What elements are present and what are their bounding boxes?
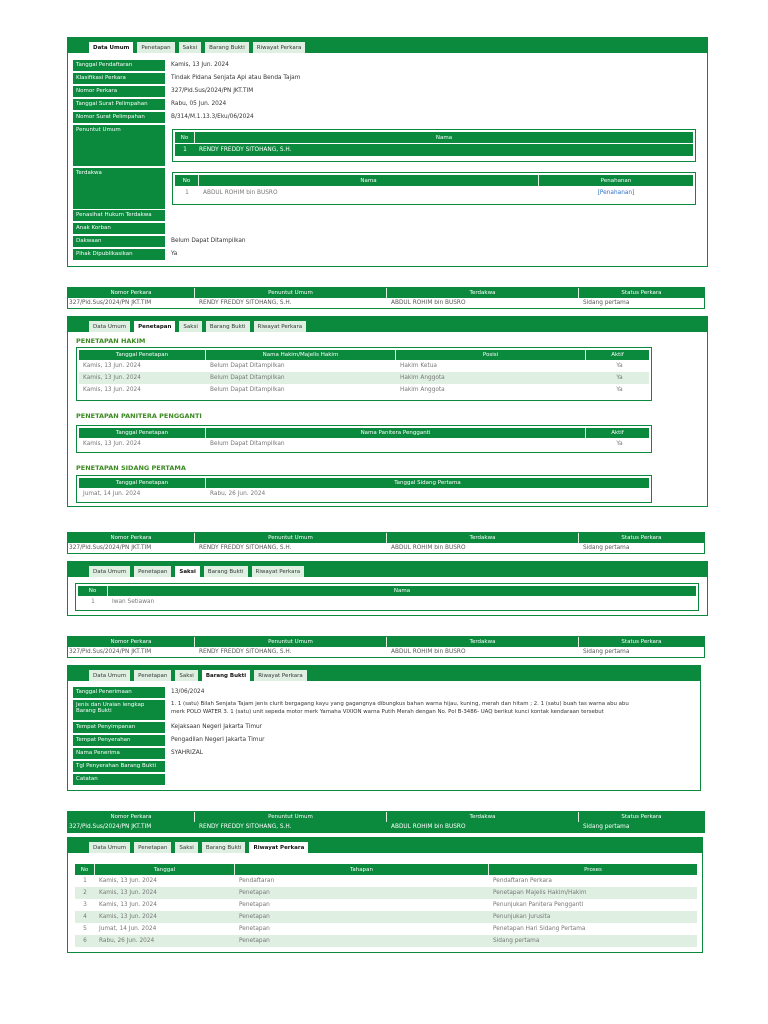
tab-barang-bukti[interactable]: Barang Bukti bbox=[201, 669, 251, 681]
hakim-table: Tanggal Penetapan Nama Hakim/Majelis Hakim Posisi Aktif Kamis, 13 Jun. 2024 Belum Dapat Ditampilkan Hakim Ketua Ya Kamis, 13 Jun. 2024 Belum Dapat Ditampilkan Hakim Anggota Ya Kamis, 13 Jun. 2024 Belum Dapat Ditampilkan Hakim Anggota Ya bbox=[76, 347, 652, 401]
table-row: 327/Pid.Sus/2024/PN JKT.TIM RENDY FREDDY SITOHANG, S.H. ABDUL ROHIM bin BUSRO Sidang pertama bbox=[69, 649, 630, 655]
section-title: PENETAPAN PANITERA PENGGANTI bbox=[76, 412, 202, 420]
table-row: 6 Rabu, 26 Jun. 2024 Penetapan Sidang pertama bbox=[75, 935, 697, 947]
field-value: Pengadilan Negeri Jakarta Timur bbox=[171, 737, 265, 743]
field-value: 1. 1 (satu) Bilah Senjata Tajam jenis clurit bergagang kayu yang gagangnya dibungkus bahan warna hijau, kuning, merah dan hitam ; 2. 1 (satu) buah tas warna abu abu bbox=[171, 701, 629, 707]
field-value: Kejaksaan Negeri Jakarta Timur bbox=[171, 724, 263, 730]
tab-riwayat-perkara[interactable]: Riwayat Perkara bbox=[251, 565, 306, 577]
riwayat-perkara-panel bbox=[67, 837, 703, 953]
tab-data-umum[interactable]: Data Umum bbox=[88, 669, 131, 681]
tab-barang-bukti[interactable]: Barang Bukti bbox=[201, 841, 247, 853]
table-row: 327/Pid.Sus/2024/PN JKT.TIM RENDY FREDDY SITOHANG, S.H. ABDUL ROHIM bin BUSRO Sidang pertama bbox=[69, 300, 630, 306]
tab-saksi[interactable]: Saksi bbox=[174, 565, 201, 577]
field-label: Nomor Perkara bbox=[73, 86, 165, 97]
col-header: Nama bbox=[435, 134, 453, 141]
field-value: Rabu, 05 Jun. 2024 bbox=[171, 101, 227, 107]
saksi-table: No Nama 1 Iwan Setiawan bbox=[75, 583, 699, 611]
section-title: PENETAPAN SIDANG PERTAMA bbox=[76, 464, 186, 472]
table-row: 1 RENDY FREDDY SITOHANG, S.H. bbox=[175, 144, 693, 156]
field-label: Catatan bbox=[73, 774, 165, 785]
penetapan-panel bbox=[67, 316, 708, 507]
case-summary-table: Nomor Perkara Penuntut Umum Terdakwa Status Perkara 327/Pid.Sus/2024/PN JKT.TIM RENDY FREDDY SITOHANG, S.H. ABDUL ROHIM bin BUSRO Sidang pertama bbox=[67, 532, 705, 554]
tab-barang-bukti[interactable]: Barang Bukti bbox=[205, 320, 251, 332]
field-value: 327/Pid.Sus/2024/PN JKT.TIM bbox=[171, 88, 254, 94]
col-header: Nama bbox=[199, 175, 539, 186]
col-header: Penahanan bbox=[600, 177, 632, 184]
tab-riwayat-perkara[interactable]: Riwayat Perkara bbox=[253, 320, 308, 332]
penuntut-table bbox=[172, 129, 696, 162]
field-value: B/314/M.1.13.3/Eku/06/2024 bbox=[171, 114, 254, 120]
tab-riwayat-perkara[interactable]: Riwayat Perkara bbox=[253, 669, 308, 681]
field-value: merk POLO WATER 3. 1 (satu) unit sepeda motor merk Yamaha VIXION warna Putih Merah dengan No. Pol B-3486- UAQ berikut kunci kontak kendaraan tersebut bbox=[171, 709, 604, 715]
tab-saksi[interactable]: Saksi bbox=[178, 41, 202, 53]
col-header: No bbox=[175, 132, 195, 143]
case-summary-table: Nomor Perkara Penuntut Umum Terdakwa Status Perkara 327/Pid.Sus/2024/PN JKT.TIM RENDY FREDDY SITOHANG, S.H. ABDUL ROHIM bin BUSRO Sidang pertama bbox=[67, 287, 705, 309]
sidang-table: Tanggal Penetapan Tanggal Sidang Pertama Jumat, 14 Jun. 2024 Rabu, 26 Jun. 2024 bbox=[76, 475, 652, 503]
table-row: Kamis, 13 Jun. 2024 Belum Dapat Ditampilkan Hakim Ketua Ya bbox=[83, 363, 623, 369]
case-summary-table: Nomor Perkara Penuntut Umum Terdakwa Status Perkara 327/Pid.Sus/2024/PN JKT.TIM RENDY FREDDY SITOHANG, S.H. ABDUL ROHIM bin BUSRO Sidang pertama bbox=[67, 811, 705, 833]
table-row: 1 ABDUL ROHIM bin BUSRO [Penahanan] bbox=[175, 186, 693, 200]
tab-data-umum[interactable]: Data Umum bbox=[88, 320, 131, 332]
table-row: 327/Pid.Sus/2024/PN JKT.TIM RENDY FREDDY SITOHANG, S.H. ABDUL ROHIM bin BUSRO Sidang pertama bbox=[69, 545, 630, 551]
table-row: 2 Kamis, 13 Jun. 2024 Penetapan Penetapan Majelis Hakim/Hakim bbox=[75, 887, 697, 899]
field-label: Penuntut Umum bbox=[73, 125, 165, 166]
table-row: Kamis, 13 Jun. 2024 Belum Dapat Ditampilkan Hakim Anggota Ya bbox=[79, 372, 649, 384]
field-label: Klasifikasi Perkara bbox=[73, 73, 165, 84]
field-label: Tempat Penyimpanan bbox=[73, 722, 165, 733]
field-value: 13/06/2024 bbox=[171, 689, 205, 695]
tab-penetapan[interactable]: Penetapan bbox=[136, 41, 175, 53]
field-label: Anak Korban bbox=[73, 223, 165, 234]
penahanan-link[interactable]: [Penahanan] bbox=[597, 190, 635, 196]
tab-riwayat-perkara[interactable]: Riwayat Perkara bbox=[252, 41, 307, 53]
field-label: Penasihat Hukum Terdakwa bbox=[73, 210, 165, 221]
tab-bar bbox=[68, 38, 707, 53]
tab-penetapan[interactable]: Penetapan bbox=[133, 320, 176, 332]
data-umum-panel bbox=[67, 37, 708, 267]
terdakwa-table bbox=[172, 172, 696, 205]
field-label: Pihak Dipublikasikan bbox=[73, 249, 165, 260]
panitera-table: Tanggal Penetapan Nama Panitera Pengganti Aktif Kamis, 13 Jun. 2024 Belum Dapat Ditampilkan Ya bbox=[76, 425, 652, 453]
field-label: Tanggal Surat Pelimpahan bbox=[73, 99, 165, 110]
field-label: Terdakwa bbox=[73, 168, 165, 209]
saksi-panel bbox=[67, 561, 708, 616]
table-row: Kamis, 13 Jun. 2024 Belum Dapat Ditampilkan Hakim Anggota Ya bbox=[83, 387, 623, 393]
table-row: Jumat, 14 Jun. 2024 Rabu, 26 Jun. 2024 bbox=[83, 491, 266, 497]
tab-penetapan[interactable]: Penetapan bbox=[133, 669, 172, 681]
tab-data-umum[interactable]: Data Umum bbox=[88, 41, 134, 53]
table-row: 4 Kamis, 13 Jun. 2024 Penetapan Penunjukan Jurusita bbox=[75, 911, 697, 923]
field-label: Tanggal Pendaftaran bbox=[73, 60, 165, 71]
barang-bukti-panel bbox=[67, 665, 701, 791]
tab-barang-bukti[interactable]: Barang Bukti bbox=[203, 565, 249, 577]
field-value: Kamis, 13 Jun. 2024 bbox=[171, 62, 229, 68]
case-summary-table: Nomor Perkara Penuntut Umum Terdakwa Status Perkara 327/Pid.Sus/2024/PN JKT.TIM RENDY FREDDY SITOHANG, S.H. ABDUL ROHIM bin BUSRO Sidang pertama bbox=[67, 636, 705, 658]
tab-penetapan[interactable]: Penetapan bbox=[133, 565, 172, 577]
tab-saksi[interactable]: Saksi bbox=[178, 320, 202, 332]
field-label: Tgl Penyerahan Barang Bukti bbox=[73, 761, 165, 772]
col-header: No bbox=[175, 175, 199, 186]
field-value: SYAHRIZAL bbox=[171, 750, 203, 756]
table-row: 3 Kamis, 13 Jun. 2024 Penetapan Penunjukan Panitera Pengganti bbox=[83, 902, 584, 908]
table-row: Kamis, 13 Jun. 2024 Belum Dapat Ditampilkan Ya bbox=[83, 441, 623, 447]
field-label: Nomor Surat Pelimpahan bbox=[73, 112, 165, 123]
field-label: Tempat Penyerahan bbox=[73, 735, 165, 746]
tab-data-umum[interactable]: Data Umum bbox=[88, 565, 131, 577]
field-label: Dakwaan bbox=[73, 236, 165, 247]
tab-data-umum[interactable]: Data Umum bbox=[88, 841, 131, 853]
field-value: Tindak Pidana Senjata Api atau Benda Tajam bbox=[171, 75, 301, 81]
table-row: 1 Kamis, 13 Jun. 2024 Pendaftaran Pendaftaran Perkara bbox=[83, 878, 552, 884]
table-row: 327/Pid.Sus/2024/PN JKT.TIM RENDY FREDDY SITOHANG, S.H. ABDUL ROHIM bin BUSRO Sidang pertama bbox=[68, 822, 704, 832]
tab-saksi[interactable]: Saksi bbox=[174, 841, 198, 853]
table-row: 5 Jumat, 14 Jun. 2024 Penetapan Penetapan Hari Sidang Pertama bbox=[83, 926, 586, 932]
tab-saksi[interactable]: Saksi bbox=[174, 669, 198, 681]
riwayat-table: No Tanggal Tahapan Proses 1 Kamis, 13 Jun. 2024 Pendaftaran Pendaftaran Perkara 2 Kamis, 13 Jun. 2024 Penetapan Penetapan Majelis Hakim/Hakim 3 Kamis, 13 Jun. 2024 Penetapan Penunjukan Panitera Pengganti 4 Kamis, 13 Jun. 2024 Penetapan Penunjukan Jurusita 5 Jumat, 14 Jun. 2024 Penetapan Penetapan Hari Sidang Pertama 6 Rabu, 26 Jun. 2024 Penetapan Sidang pertama bbox=[75, 864, 697, 947]
section-title: PENETAPAN HAKIM bbox=[76, 337, 146, 345]
field-label: Tanggal Penerimaan bbox=[73, 687, 165, 698]
tab-barang-bukti[interactable]: Barang Bukti bbox=[204, 41, 250, 53]
field-value: Belum Dapat Ditampilkan bbox=[171, 238, 246, 244]
field-value: Ya bbox=[171, 251, 178, 257]
tab-riwayat-perkara[interactable]: Riwayat Perkara bbox=[248, 841, 309, 853]
tab-penetapan[interactable]: Penetapan bbox=[133, 841, 172, 853]
table-row: 1 Iwan Setiawan bbox=[91, 599, 155, 605]
field-label: Nama Penerima bbox=[73, 748, 165, 759]
field-label: Jenis dan Uraian lengkap Barang Bukti bbox=[73, 700, 165, 720]
